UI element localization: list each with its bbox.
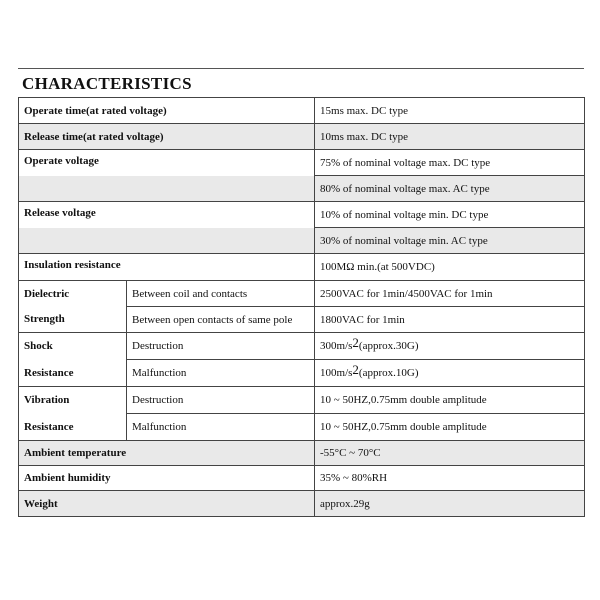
row-weight	[19, 491, 585, 517]
release-time-label: Release time(at rated voltage)	[19, 124, 315, 150]
shock-value-2-pre: 100m/s	[320, 367, 353, 379]
dielectric-value-1: 2500VAC for 1min/4500VAC for 1min	[315, 281, 585, 307]
release-voltage-dc-value: 10% of nominal voltage min. DC type	[315, 202, 585, 228]
shock-value-2-sup: 2	[352, 362, 359, 377]
shock-value-1	[315, 333, 585, 360]
release-voltage-ac-value: 30% of nominal voltage min. AC type	[315, 228, 585, 254]
ambient-humidity-label: Ambient humidity	[19, 466, 315, 491]
weight-label: Weight	[19, 491, 315, 517]
dielectric-label-2: Strength	[19, 307, 127, 333]
ambient-humidity-value: 35% ~ 80%RH	[315, 466, 585, 491]
row-dielectric-2	[19, 307, 585, 333]
row-vibration-2	[19, 414, 585, 441]
section-title: CHARACTERISTICS	[22, 74, 192, 93]
weight-value: approx.29g	[315, 491, 585, 517]
row-ambient-temperature	[19, 441, 585, 466]
shock-label: Shock	[19, 333, 127, 360]
shock-label-2: Resistance	[19, 360, 127, 387]
vibration-label: Vibration	[19, 387, 127, 414]
row-release-time	[19, 124, 585, 150]
dielectric-sub-2: Between open contacts of same pole	[127, 307, 315, 333]
row-insulation	[19, 254, 585, 281]
shock-sub-1: Destruction	[127, 333, 315, 360]
insulation-value: 100MΩ min.(at 500VDC)	[315, 254, 585, 281]
operate-voltage-label-cont	[19, 176, 315, 202]
shock-value-1-sup: 2	[352, 335, 359, 350]
row-release-voltage-dc	[19, 202, 585, 228]
release-voltage-label: Release voltage	[19, 202, 315, 228]
characteristics-section	[18, 68, 584, 517]
shock-value-1-post: (approx.30G)	[358, 340, 419, 352]
shock-value-2-post: (approx.10G)	[358, 367, 419, 379]
operate-time-value: 15ms max. DC type	[315, 98, 585, 124]
row-vibration-1	[19, 387, 585, 414]
shock-value-1-pre: 300m/s	[320, 340, 353, 352]
vibration-sub-1: Destruction	[127, 387, 315, 414]
row-operate-voltage-dc	[19, 150, 585, 176]
row-operate-voltage-ac	[19, 176, 585, 202]
characteristics-table	[18, 97, 585, 517]
vibration-value-1: 10 ~ 50HZ,0.75mm double amplitude	[315, 387, 585, 414]
row-dielectric-1	[19, 281, 585, 307]
vibration-sub-2: Malfunction	[127, 414, 315, 441]
operate-voltage-label: Operate voltage	[19, 150, 315, 176]
vibration-value-2: 10 ~ 50HZ,0.75mm double amplitude	[315, 414, 585, 441]
ambient-temperature-label: Ambient temperature	[19, 441, 315, 466]
insulation-label: Insulation resistance	[19, 254, 315, 281]
row-shock-1	[19, 333, 585, 360]
dielectric-value-2: 1800VAC for 1min	[315, 307, 585, 333]
row-operate-time	[19, 98, 585, 124]
operate-voltage-dc-value: 75% of nominal voltage max. DC type	[315, 150, 585, 176]
row-shock-2	[19, 360, 585, 387]
shock-value-2	[315, 360, 585, 387]
release-voltage-label-cont	[19, 228, 315, 254]
release-time-value: 10ms max. DC type	[315, 124, 585, 150]
dielectric-sub-1: Between coil and contacts	[127, 281, 315, 307]
shock-sub-2: Malfunction	[127, 360, 315, 387]
vibration-label-2: Resistance	[19, 414, 127, 441]
row-ambient-humidity	[19, 466, 585, 491]
operate-time-label: Operate time(at rated voltage)	[19, 98, 315, 124]
row-release-voltage-ac	[19, 228, 585, 254]
dielectric-label: Dielectric	[19, 281, 127, 307]
ambient-temperature-value: -55°C ~ 70°C	[315, 441, 585, 466]
operate-voltage-ac-value: 80% of nominal voltage max. AC type	[315, 176, 585, 202]
